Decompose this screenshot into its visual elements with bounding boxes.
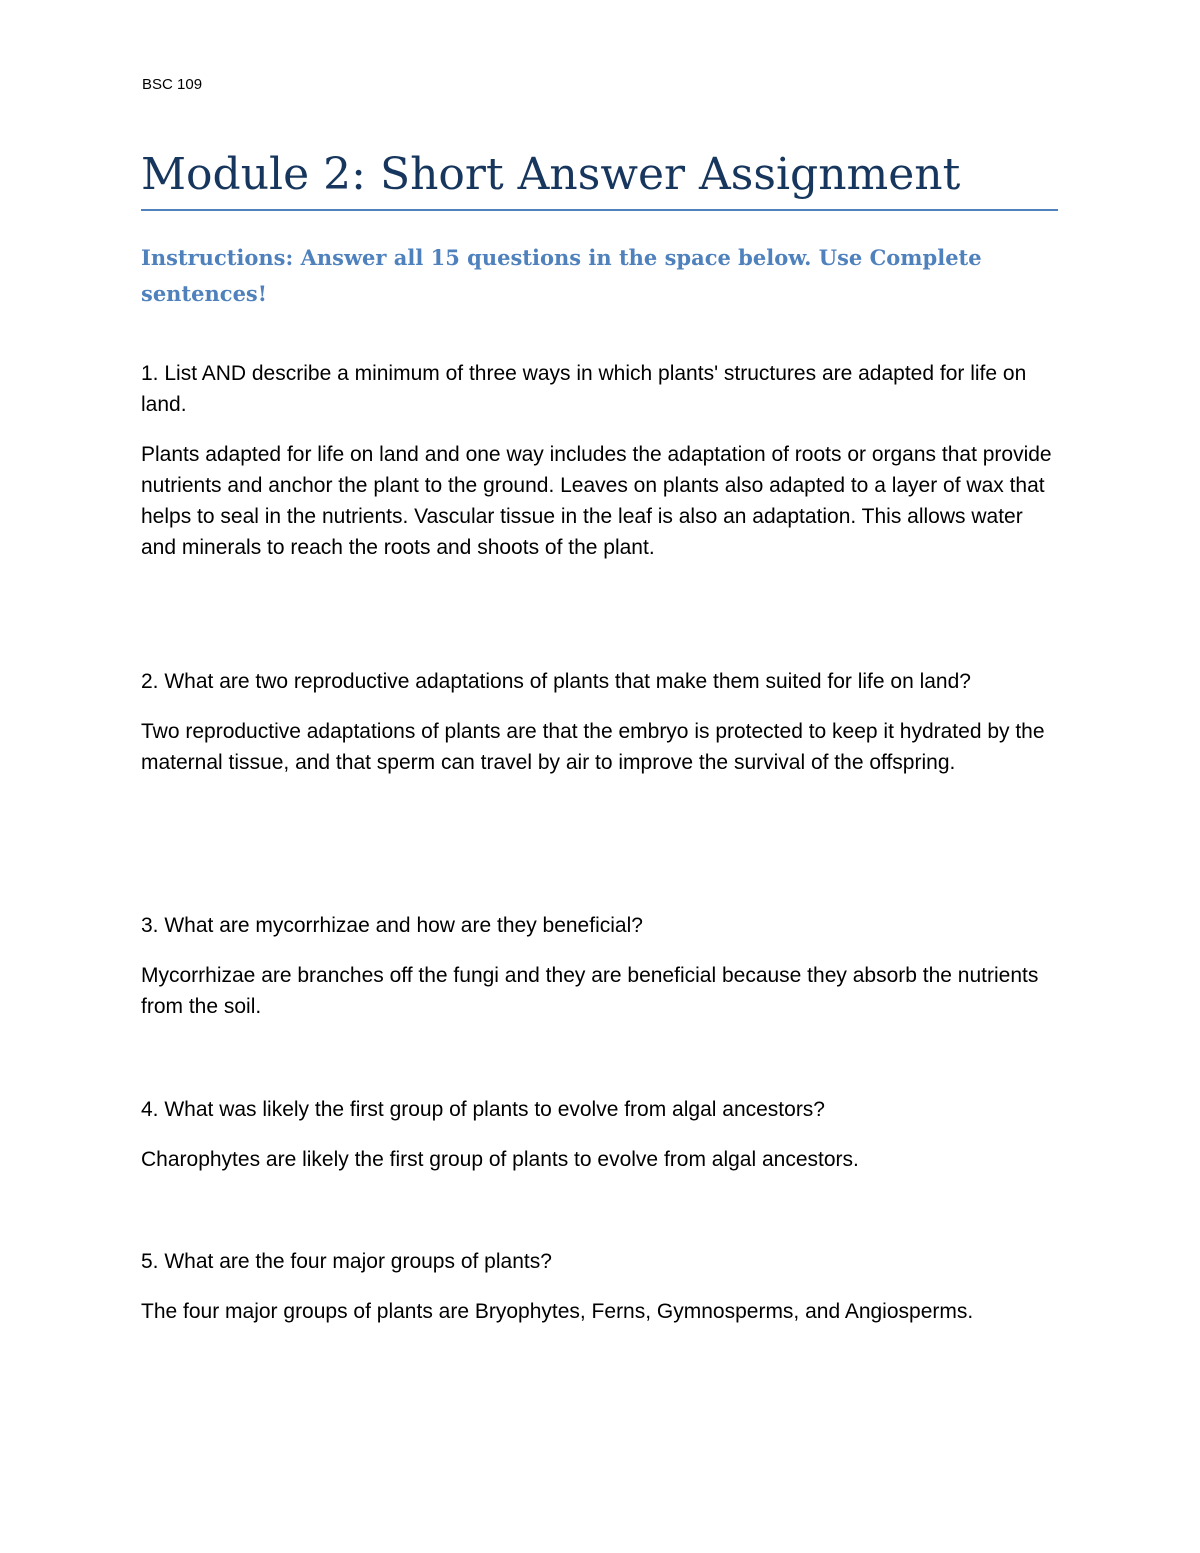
answer-text: Plants adapted for life on land and one way includes the adaptation of roots or organs that provide nutrients and anchor the plant to the ground. Leaves on plants also adapted to a layer of wax that helps to seal in the nutrients. Vascular tissue in the leaf is also an adaptation. This allows water and minerals to reach the roots and shoots of the plant. bbox=[141, 443, 1052, 559]
answer-text: Two reproductive adaptations of plants are that the embryo is protected to keep it hydrated by the maternal tissue, and that sperm can travel by air to improve the survival of the offspring. bbox=[141, 720, 1045, 774]
question-block-3 bbox=[141, 910, 1059, 1022]
question-block-4 bbox=[141, 1094, 1059, 1175]
question-block-5 bbox=[141, 1246, 1059, 1327]
question-text: 2. What are two reproductive adaptations of plants that make them suited for life on land? bbox=[141, 670, 971, 693]
course-code: BSC 109 bbox=[142, 76, 203, 93]
question-text: 5. What are the four major groups of plants? bbox=[141, 1250, 552, 1273]
answer-text: Mycorrhizae are branches off the fungi and they are beneficial because they absorb the nutrients from the soil. bbox=[141, 964, 1039, 1018]
instructions: Instructions: Answer all 15 questions in the space below. Use Complete sentences! bbox=[141, 245, 982, 306]
question-text: 4. What was likely the first group of plants to evolve from algal ancestors? bbox=[141, 1098, 825, 1121]
question-block-2 bbox=[141, 666, 1059, 778]
answer-text: Charophytes are likely the first group of plants to evolve from algal ancestors. bbox=[141, 1148, 859, 1171]
page-title: Module 2: Short Answer Assignment bbox=[141, 149, 961, 200]
title-underline bbox=[141, 209, 1058, 211]
question-block-1 bbox=[141, 358, 1059, 563]
question-text: 1. List AND describe a minimum of three ways in which plants' structures are adapted for life on land. bbox=[141, 362, 1027, 416]
question-text: 3. What are mycorrhizae and how are they beneficial? bbox=[141, 914, 643, 937]
answer-text: The four major groups of plants are Bryophytes, Ferns, Gymnosperms, and Angiosperms. bbox=[141, 1300, 974, 1323]
